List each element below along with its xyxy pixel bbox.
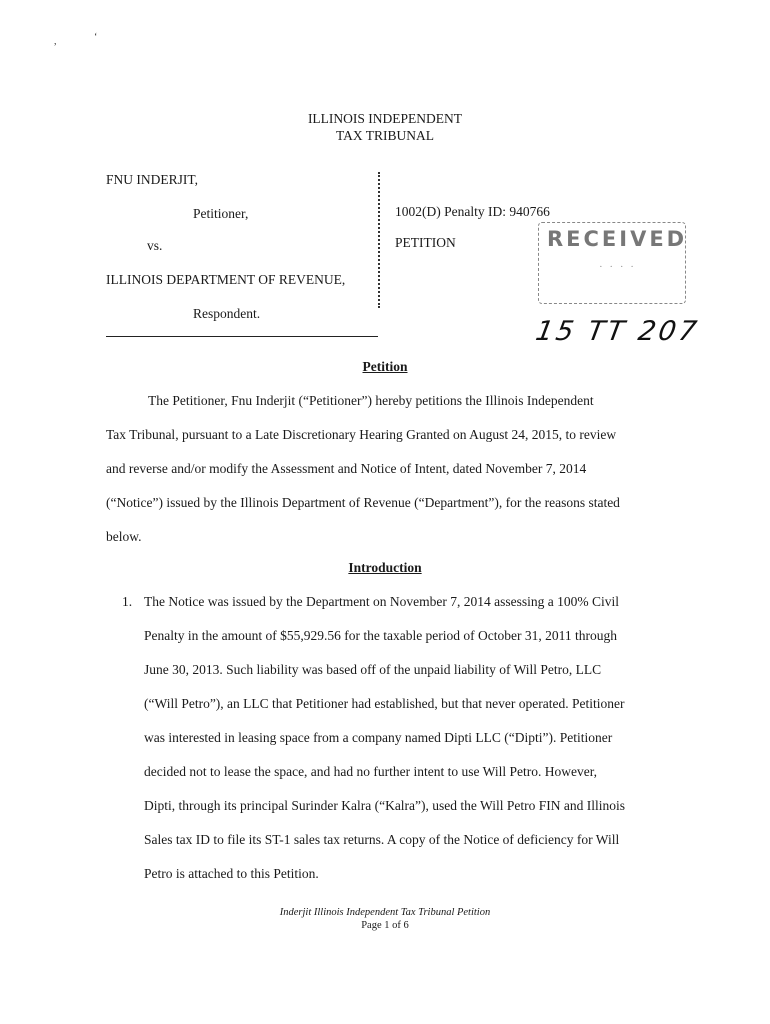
petition-text-line: Tax Tribunal, pursuant to a Late Discretionary Hearing Granted on August 24, 2015, to review [106, 427, 617, 442]
respondent-name: ILLINOIS DEPARTMENT OF REVENUE, [106, 272, 346, 287]
intro-text-line: was interested in leasing space from a company named Dipti LLC (“Dipti”). Petitioner [144, 730, 613, 745]
introduction-heading: Introduction [348, 560, 422, 575]
stamp-date-blur: · · · · [599, 261, 636, 273]
intro-text-line: (“Will Petro”), an LLC that Petitioner had established, but that never operated. Petitioner [144, 696, 625, 711]
intro-text-line: Dipti, through its principal Surinder Kalra (“Kalra”), used the Will Petro FIN and Illinois [144, 798, 625, 813]
respondent-role: Respondent. [193, 306, 261, 321]
case-id: 1002(D) Penalty ID: 940766 [395, 204, 550, 219]
tribunal-name-line2: TAX TRIBUNAL [335, 128, 435, 143]
versus-label: vs. [147, 238, 163, 253]
handwritten-docket-number: 15 TT 207 [533, 316, 702, 347]
petition-text-line: and reverse and/or modify the Assessment and Notice of Intent, dated November 7, 2014 [106, 461, 587, 476]
petitioner-role: Petitioner, [193, 206, 249, 221]
petition-text-line: The Petitioner, Fnu Inderjit (“Petitioner”) hereby petitions the Illinois Independent [148, 393, 594, 408]
tribunal-name-line1: ILLINOIS INDEPENDENT [307, 111, 463, 126]
intro-text-line: decided not to lease the space, and had no further intent to use Will Petro. However, [144, 764, 598, 779]
intro-text-line: Petro is attached to this Petition. [144, 866, 319, 881]
scan-speck: , [54, 36, 57, 47]
footer-title: Inderjit Illinois Independent Tax Tribunal Petition [279, 907, 491, 918]
received-stamp-text: RECEIVED [547, 227, 688, 251]
petition-text-line: (“Notice”) issued by the Illinois Department of Revenue (“Department”), for the reasons stated [106, 495, 620, 510]
intro-text-line: Sales tax ID to file its ST-1 sales tax returns. A copy of the Notice of deficiency for Will [144, 832, 620, 847]
intro-text-line: Penalty in the amount of $55,929.56 for the taxable period of October 31, 2011 through [144, 628, 618, 643]
intro-text-line: The Notice was issued by the Department on November 7, 2014 assessing a 100% Civil [144, 594, 620, 609]
scan-speck: ‘ [94, 32, 98, 43]
item-number: 1. [122, 594, 133, 609]
intro-text-line: June 30, 2013. Such liability was based off of the unpaid liability of Will Petro, LLC [144, 662, 602, 677]
petition-text-line: below. [106, 529, 142, 544]
petition-heading: Petition [362, 359, 408, 374]
footer-page-number: Page 1 of 6 [361, 920, 409, 931]
received-stamp [538, 222, 686, 304]
caption-rule [106, 336, 378, 337]
document-type: PETITION [395, 235, 456, 250]
petitioner-name: FNU INDERJIT, [106, 172, 198, 187]
caption-divider [378, 172, 384, 308]
